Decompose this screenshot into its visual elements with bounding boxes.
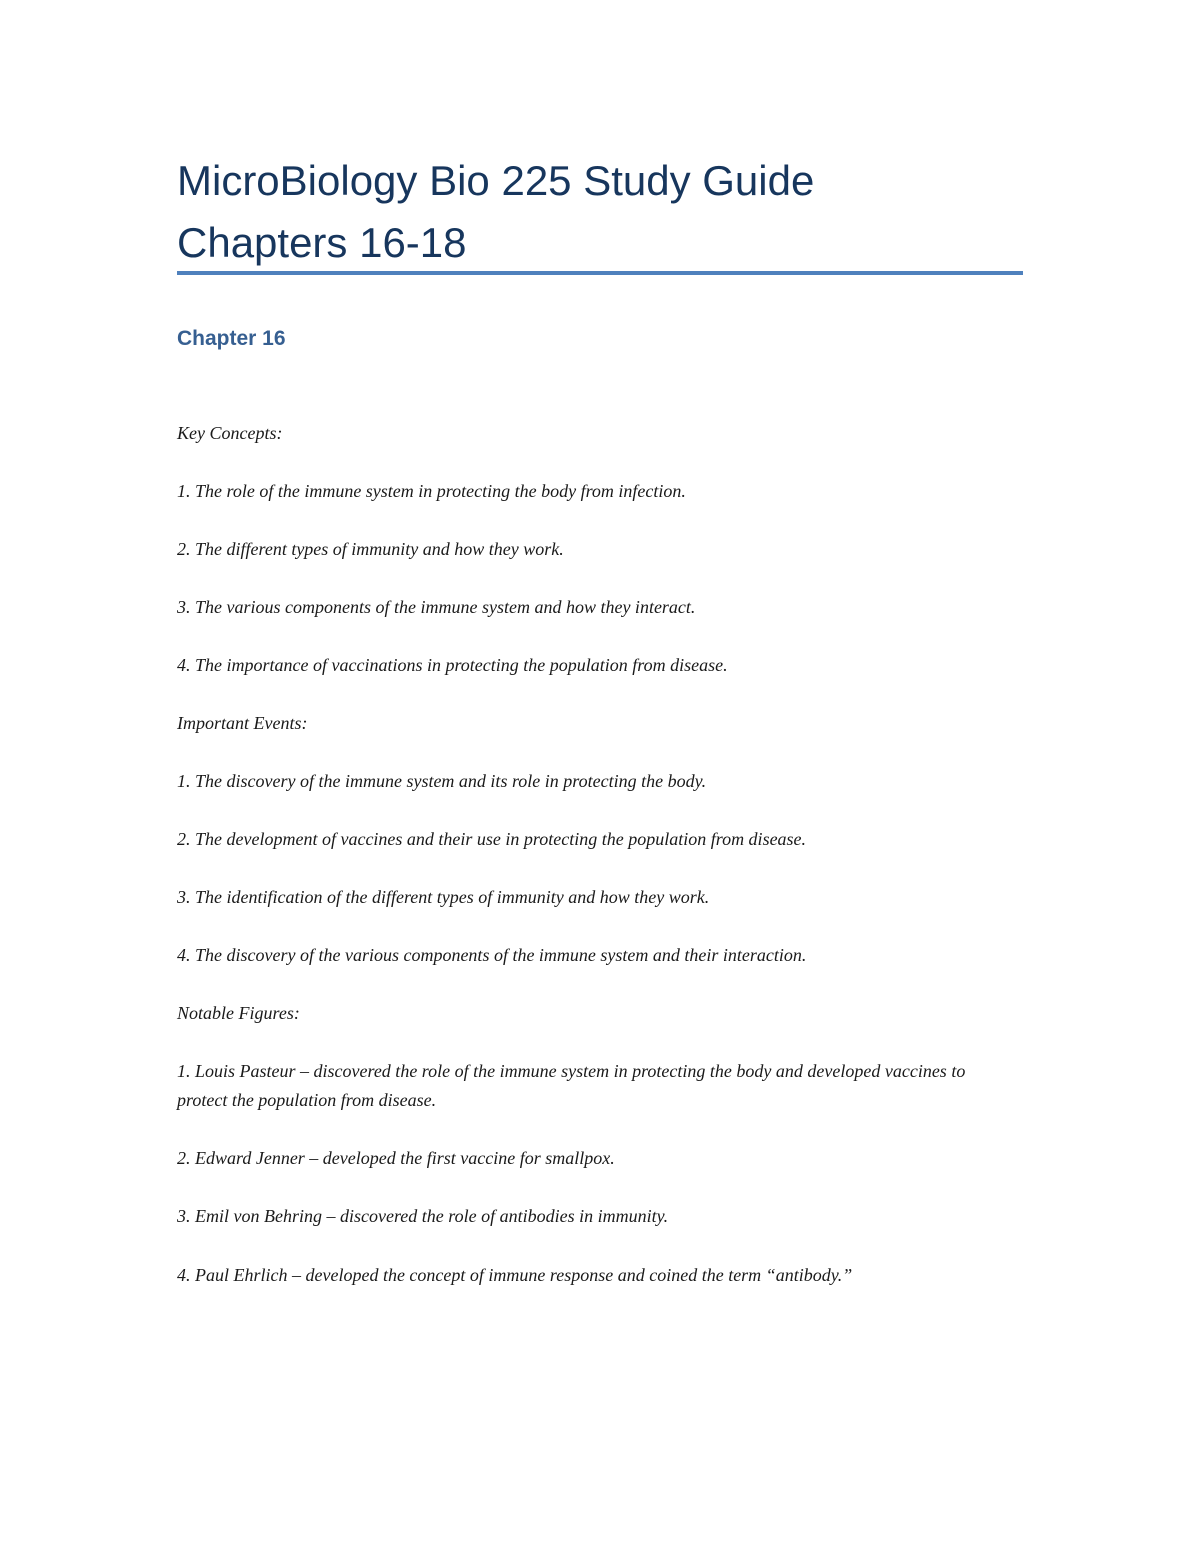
chapter-heading: Chapter 16	[177, 327, 286, 350]
important-event-item: 3. The identification of the different types of immunity and how they work.	[177, 887, 710, 907]
notable-figure-item: 3. Emil von Behring – discovered the role of antibodies in immunity.	[177, 1206, 669, 1226]
important-event-item: 1. The discovery of the immune system and its role in protecting the body.	[177, 771, 707, 791]
notable-figure-item: 1. Louis Pasteur – discovered the role of the immune system in protecting the body and developed vaccines to protect the population from disease.	[177, 1061, 966, 1110]
key-concept-item: 4. The importance of vaccinations in protecting the population from disease.	[177, 655, 728, 675]
key-concept-item: 2. The different types of immunity and how they work.	[177, 539, 564, 559]
title-line-1: MicroBiology Bio 225 Study Guide	[177, 157, 815, 204]
title-line-2: Chapters 16-18	[177, 219, 467, 266]
title-underline-rule	[177, 271, 1023, 275]
notable-figure-item: 2. Edward Jenner – developed the first vaccine for smallpox.	[177, 1148, 615, 1168]
key-concept-item: 1. The role of the immune system in protecting the body from infection.	[177, 481, 686, 501]
notable-figures-heading: Notable Figures:	[177, 1003, 300, 1023]
key-concepts-heading: Key Concepts:	[177, 423, 283, 443]
important-event-item: 2. The development of vaccines and their use in protecting the population from disease.	[177, 829, 807, 849]
notable-figure-item: 4. Paul Ehrlich – developed the concept of immune response and coined the term “antibody.”	[177, 1265, 853, 1285]
key-concept-item: 3. The various components of the immune system and how they interact.	[177, 597, 696, 617]
document-title	[177, 150, 1023, 274]
important-event-item: 4. The discovery of the various components of the immune system and their interaction.	[177, 945, 807, 965]
important-events-heading: Important Events:	[177, 713, 308, 733]
